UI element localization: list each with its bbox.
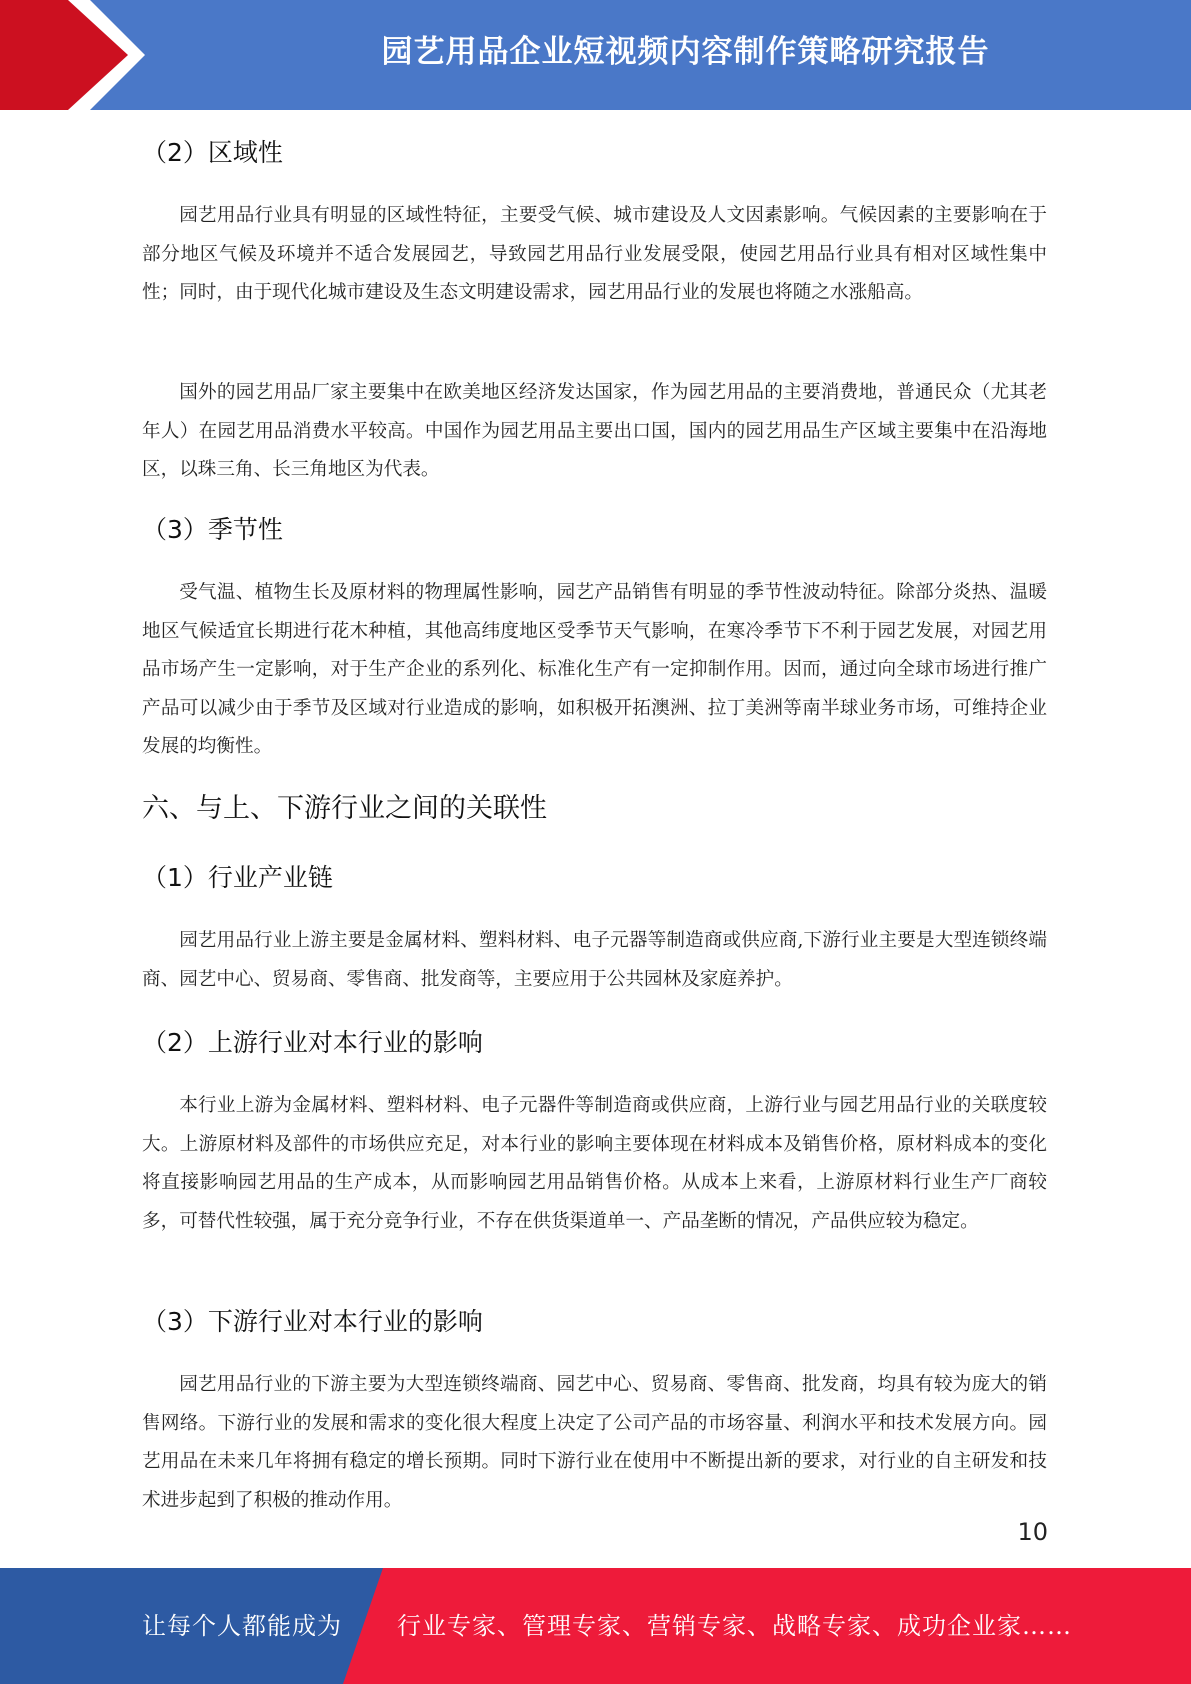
page-number: 10	[1017, 1518, 1048, 1546]
footer-banner	[0, 1568, 1191, 1684]
footer-slogan-left: 让每个人都能成为	[142, 1612, 342, 1640]
paragraph-regional-2: 国外的园艺用品厂家主要集中在欧美地区经济发达国家，作为园艺用品的主要消费地，普通民众（尤其老年人）在园艺用品消费水平较高。中国作为园艺用品主要出口国，国内的园艺用品生产区域主要集中在沿海地区，以珠三角、长三角地区为代表。	[142, 382, 1047, 480]
section-heading-upstream: （2）上游行业对本行业的影响	[142, 1028, 483, 1057]
header-arrow-graphic	[0, 0, 160, 110]
section-heading-seasonal: （3）季节性	[142, 515, 283, 544]
section-heading-industry-chain: （1）行业产业链	[142, 863, 333, 892]
paragraph-regional-1: 园艺用品行业具有明显的区域性特征，主要受气候、城市建设及人文因素影响。气候因素的主要影响在于部分地区气候及环境并不适合发展园艺，导致园艺用品行业发展受限，使园艺用品行业具有相对区域性集中性；同时，由于现代化城市建设及生态文明建设需求，园艺用品行业的发展也将随之水涨船高。	[142, 205, 1047, 303]
section-heading-regional: （2）区域性	[142, 138, 283, 167]
paragraph-downstream: 园艺用品行业的下游主要为大型连锁终端商、园艺中心、贸易商、零售商、批发商，均具有较为庞大的销售网络。下游行业的发展和需求的变化很大程度上决定了公司产品的市场容量、利润水平和技术发展方向。园艺用品在未来几年将拥有稳定的增长预期。同时下游行业在使用中不断提出新的要求，对行业的自主研发和技术进步起到了积极的推动作用。	[142, 1374, 1047, 1511]
section-heading-downstream: （3）下游行业对本行业的影响	[142, 1307, 483, 1336]
paragraph-industry-chain: 园艺用品行业上游主要是金属材料、塑料材料、电子元器等制造商或供应商,下游行业主要是大型连锁终端商、园艺中心、贸易商、零售商、批发商等，主要应用于公共园林及家庭养护。	[142, 930, 1047, 990]
footer-slogan-right: 行业专家、管理专家、营销专家、战略专家、成功企业家……	[397, 1612, 1072, 1640]
header-banner	[0, 0, 1191, 110]
paragraph-upstream: 本行业上游为金属材料、塑料材料、电子元器件等制造商或供应商，上游行业与园艺用品行业的关联度较大。上游原材料及部件的市场供应充足，对本行业的影响主要体现在材料成本及销售价格，原材料成本的变化将直接影响园艺用品的生产成本，从而影响园艺用品销售价格。从成本上来看，上游原材料行业生产厂商较多，可替代性较强，属于充分竞争行业，不存在供货渠道单一、产品垄断的情况，产品供应较为稳定。	[142, 1095, 1047, 1232]
report-title: 园艺用品企业短视频内容制作策略研究报告	[381, 34, 990, 70]
chapter-heading-industry-linkage: 六、与上、下游行业之间的关联性	[142, 793, 547, 824]
paragraph-seasonal: 受气温、植物生长及原材料的物理属性影响，园艺产品销售有明显的季节性波动特征。除部分炎热、温暖地区气候适宜长期进行花木种植，其他高纬度地区受季节天气影响，在寒冷季节下不利于园艺发展，对园艺用品市场产生一定影响，对于生产企业的系列化、标准化生产有一定抑制作用。因而，通过向全球市场进行推广产品可以减少由于季节及区域对行业造成的影响，如积极开拓澳洲、拉丁美洲等南半球业务市场，可维持企业发展的均衡性。	[142, 582, 1047, 757]
